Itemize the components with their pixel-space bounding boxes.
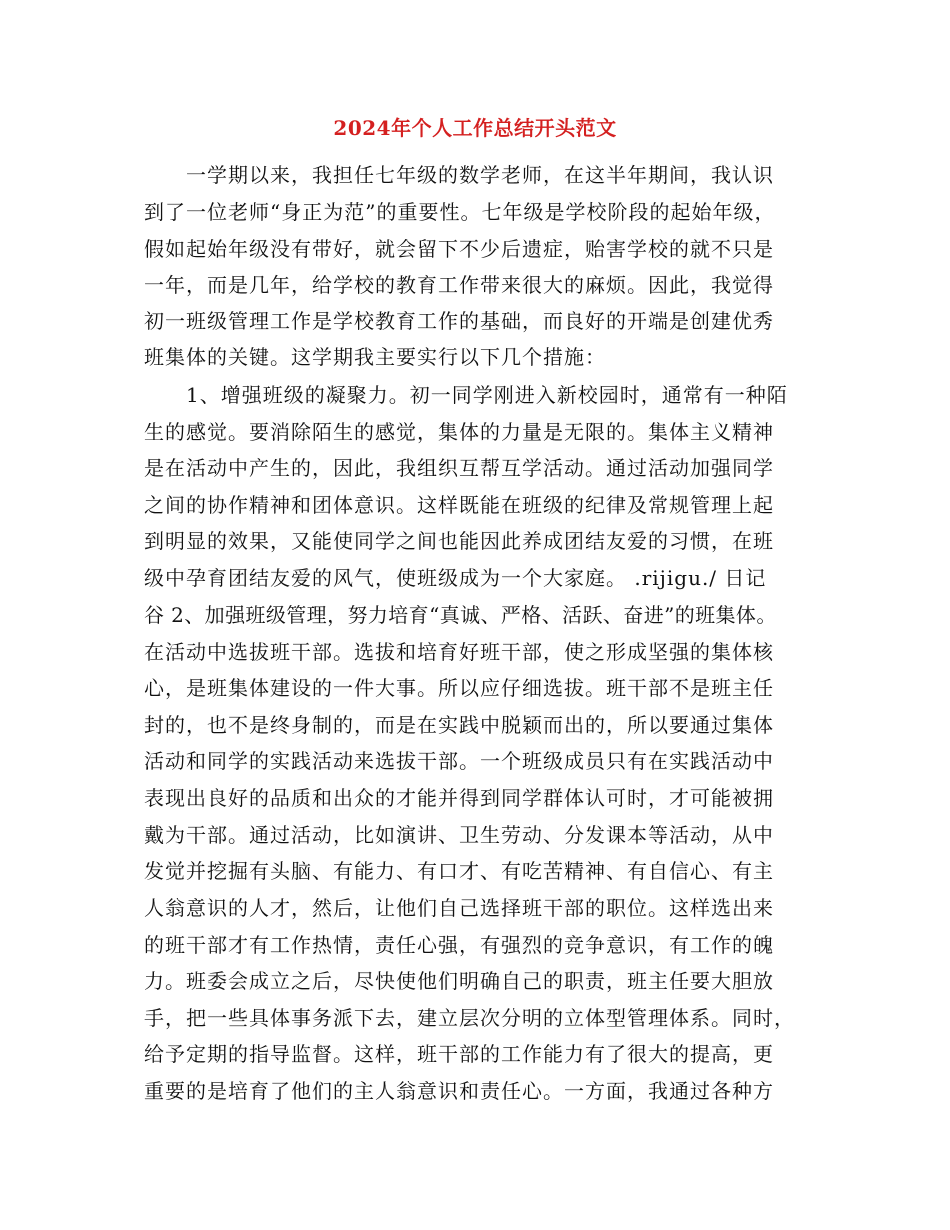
body-line: 谷 2、加强班级管理，努力培育“真诚、严格、活跃、奋进”的班集体。 (144, 603, 777, 627)
body-line: 一年，而是几年，给学校的教育工作带来很大的麻烦。因此，我觉得 (144, 273, 774, 297)
body-line: 到了一位老师“身正为范”的重要性。七年级是学校阶段的起始年级， (144, 200, 776, 224)
body-line: 级中孕育团结友爱的风气，使班级成为一个大家庭。 .rijigu./ 日记 (144, 566, 767, 590)
body-line: 一学期以来，我担任七年级的数学老师，在这半年期间，我认识 (186, 163, 774, 187)
body-line: 重要的是培育了他们的主人翁意识和责任心。一方面，我通过各种方 (144, 1079, 774, 1103)
body-line: 人翁意识的人才，然后，让他们自己选择班干部的职位。这样选出来 (144, 896, 774, 920)
body-line: 班集体的关键。这学期我主要实行以下几个措施： (144, 345, 606, 369)
body-line: 生的感觉。要消除陌生的感觉，集体的力量是无限的。集体主义精神 (144, 420, 774, 444)
body-line: 初一班级管理工作是学校教育工作的基础，而良好的开端是创建优秀 (144, 309, 774, 333)
body-line: 的班干部才有工作热情，责任心强，有强烈的竞争意识，有工作的魄 (144, 933, 774, 957)
body-line: 是在活动中产生的，因此，我组织互帮互学活动。通过活动加强同学 (144, 456, 774, 480)
body-line: 发觉并挖掘有头脑、有能力、有口才、有吃苦精神、有自信心、有主 (144, 859, 774, 883)
body-line: 1、增强班级的凝聚力。初一同学刚进入新校园时，通常有一种陌 (186, 383, 788, 407)
body-line: 力。班委会成立之后，尽快使他们明确自己的职责，班主任要大胆放 (144, 969, 774, 993)
body-line: 到明显的效果，又能使同学之间也能因此养成团结友爱的习惯，在班 (144, 529, 774, 553)
body-line: 给予定期的指导监督。这样，班干部的工作能力有了很大的提高，更 (144, 1042, 774, 1066)
body-line: 在活动中选拔班干部。选拔和培育好班干部，使之形成坚强的集体核 (144, 640, 774, 664)
body-line: 活动和同学的实践活动来选拔干部。一个班级成员只有在实践活动中 (144, 749, 774, 773)
body-line: 假如起始年级没有带好，就会留下不少后遗症，贻害学校的就不只是 (144, 237, 774, 261)
body-line: 表现出良好的品质和出众的才能并得到同学群体认可时，才可能被拥 (144, 786, 774, 810)
body-line: 之间的协作精神和团体意识。这样既能在班级的纪律及常规管理上起 (144, 493, 774, 517)
body-line: 心，是班集体建设的一件大事。所以应仔细选拔。班干部不是班主任 (144, 676, 774, 700)
body-line: 手，把一些具体事务派下去，建立层次分明的立体型管理体系。同时， (144, 1006, 795, 1030)
body-line: 戴为干部。通过活动，比如演讲、卫生劳动、分发课本等活动，从中 (144, 823, 774, 847)
document-title: 2024年个人工作总结开头范文 (333, 116, 617, 140)
body-line: 封的，也不是终身制的，而是在实践中脱颖而出的，所以要通过集体 (144, 713, 774, 737)
